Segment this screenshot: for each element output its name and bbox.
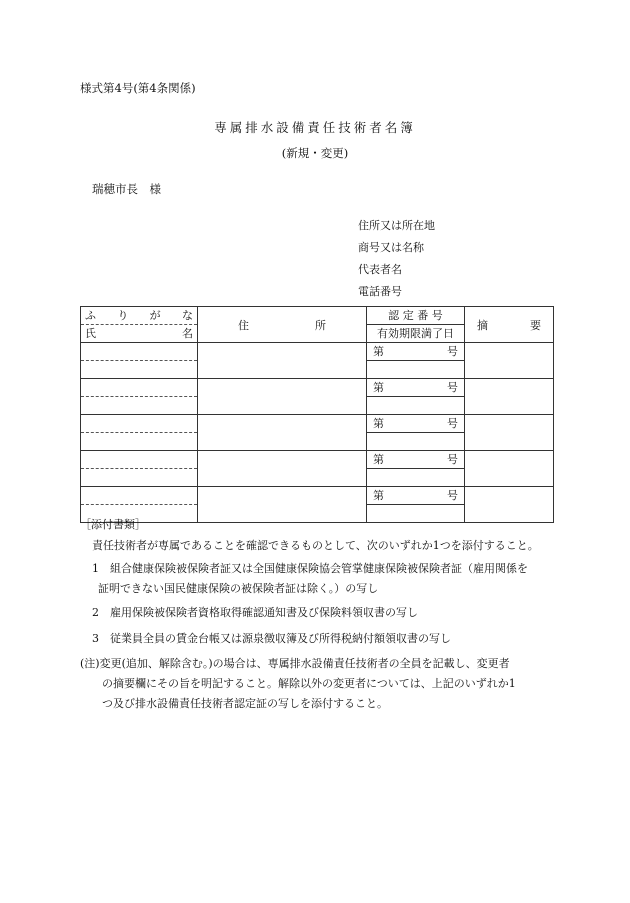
header-furigana: ふ り が な [81, 307, 197, 325]
address-cell[interactable] [198, 379, 367, 415]
name-cell[interactable] [81, 415, 198, 451]
table-row [81, 343, 554, 379]
table-row [81, 451, 554, 487]
table-row [81, 487, 554, 523]
applicant-phone-label: 電話番号 [358, 285, 402, 298]
attachment-item-3: 3 従業員全員の賃金台帳又は源泉徴収簿及び所得税納付額領収書の写し [92, 632, 451, 645]
table-row [81, 415, 554, 451]
address-cell[interactable] [198, 415, 367, 451]
note-line-2: の摘要欄にその旨を明記すること。解除以外の変更者については、上記のいずれか1 [102, 677, 516, 690]
header-cert-no: 認 定 番 号 [367, 307, 464, 325]
remarks-cell[interactable] [465, 487, 554, 523]
header-name: 氏 名 [85, 327, 193, 340]
header-cert [367, 307, 465, 343]
name-cell[interactable] [81, 343, 198, 379]
address-cell[interactable] [198, 487, 367, 523]
name-cell[interactable] [81, 451, 198, 487]
name-cell[interactable] [81, 379, 198, 415]
cert-cell[interactable]: 第 号 [367, 415, 465, 451]
cert-cell[interactable]: 第 号 [367, 487, 465, 523]
attachment-item-1: 1 組合健康保険被保険者証又は全国健康保険協会管掌健康保険被保険者証（雇用関係を [92, 562, 528, 575]
address-cell[interactable] [198, 451, 367, 487]
applicant-address-label: 住所又は所在地 [358, 219, 435, 232]
page-subtitle: (新規・変更) [281, 146, 349, 160]
remarks-cell[interactable] [465, 451, 554, 487]
remarks-cell[interactable] [465, 379, 554, 415]
cert-cell[interactable]: 第 号 [367, 343, 465, 379]
header-address: 住 所 [198, 307, 367, 343]
cert-cell[interactable]: 第 号 [367, 379, 465, 415]
attachment-item-2: 2 雇用保険被保険者資格取得確認通知書及び保険料領収書の写し [92, 606, 418, 619]
form-number: 様式第4号(第4条関係) [80, 81, 196, 95]
table-row [81, 379, 554, 415]
header-name-cell [81, 307, 198, 343]
note-line-1: (注)変更(追加、解除含む。)の場合は、専属排水設備責任技術者の全員を記載し、変更者 [80, 657, 510, 670]
address-cell[interactable] [198, 343, 367, 379]
note-line-3: つ及び排水設備責任技術者認定証の写しを添付すること。 [102, 697, 388, 710]
remarks-cell[interactable] [465, 343, 554, 379]
applicant-representative-label: 代表者名 [358, 263, 402, 276]
applicant-company-label: 商号又は名称 [358, 241, 424, 254]
header-remarks: 摘 要 [465, 307, 554, 343]
header-expiry: 有効期限満了日 [377, 327, 454, 340]
addressee: 瑞穂市長 様 [92, 182, 161, 196]
registry-table [80, 306, 554, 523]
page-title: 専属排水設備責任技術者名簿 [214, 120, 416, 135]
attachments-heading: ［添付書類］ [80, 518, 146, 531]
attachment-item-1-cont: 証明できない国民健康保険の被保険者証は除く。）の写し [98, 582, 379, 595]
attachments-intro: 責任技術者が専属であることを確認できるものとして、次のいずれか1つを添付すること。 [92, 539, 539, 552]
remarks-cell[interactable] [465, 415, 554, 451]
table-header-row [81, 307, 554, 343]
cert-cell[interactable]: 第 号 [367, 451, 465, 487]
